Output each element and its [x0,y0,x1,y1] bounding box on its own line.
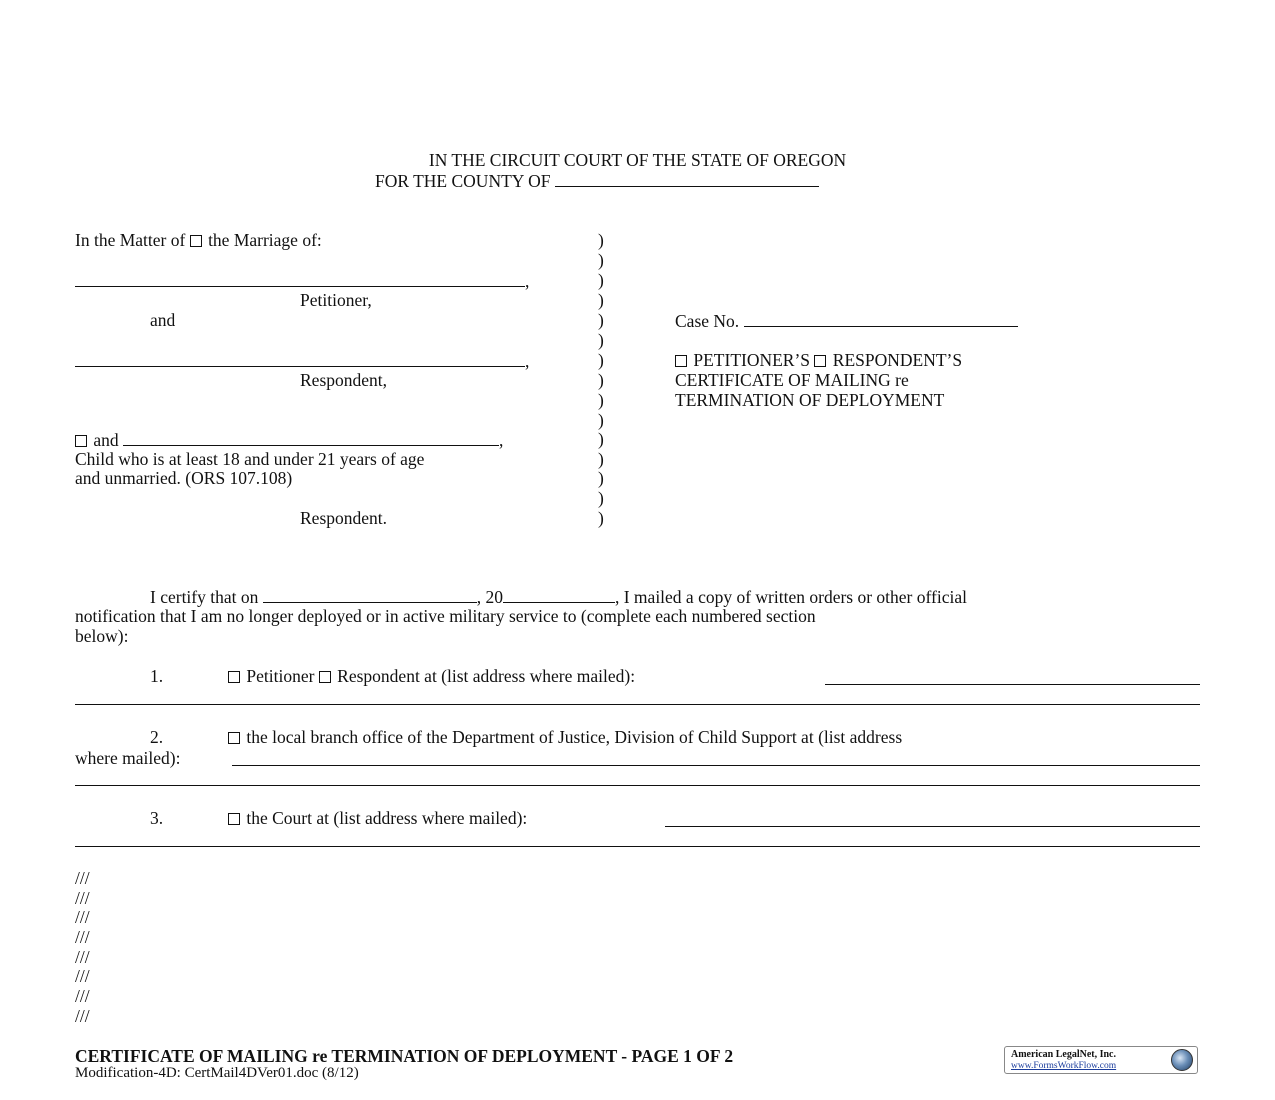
caption-paren: ) [598,449,604,469]
caption-paren: ) [598,370,604,390]
item-1-address-field-2[interactable] [75,704,1200,705]
continuation-mark: /// [75,986,90,1006]
certify-rest: , I mailed a copy of written orders or other official [614,587,967,607]
item-1-respondent-label: Respondent at (list address where mailed): [337,666,636,686]
item-2-cont-label: where mailed): [75,748,181,768]
americanlegalnet-logo[interactable] [1004,1046,1198,1074]
and-label: and [150,310,176,330]
caption-paren: ) [598,270,604,290]
item-2-address-field-2[interactable] [75,785,1200,786]
child-line [75,429,503,450]
caption-paren: ) [598,250,604,270]
caption-paren: ) [598,508,604,528]
certify-line3: below): [75,626,129,646]
item-1-respondent-checkbox[interactable] [319,671,331,683]
certify-line2: notification that I am no longer deployed or in active military service to (complete each numbered section [75,606,816,626]
caption-paren: ) [598,429,604,449]
certify-year-prefix: , 20 [476,587,503,607]
caption-paren: ) [598,290,604,310]
petitioner-name-line [75,270,529,291]
matter-prefix: In the Matter of [75,230,186,250]
item-2-address-field[interactable] [232,765,1200,766]
matter-suffix: the Marriage of: [208,230,322,250]
footer-form-id: Modification-4D: CertMail4DVer01.doc (8/12) [75,1065,359,1081]
marriage-checkbox[interactable] [190,235,202,247]
caption-paren: ) [598,468,604,488]
continuation-mark: /// [75,907,90,927]
item-3-line [228,808,527,828]
mailing-year-field[interactable] [503,586,615,603]
case-no-line [675,310,1018,331]
footer-title: CERTIFICATE OF MAILING re TERMINATION OF DEPLOYMENT - PAGE 1 OF 2 [75,1046,734,1066]
item-3-address-field-2[interactable] [75,846,1200,847]
county-line [375,170,819,191]
item-1-line [228,666,635,686]
county-field[interactable] [555,170,819,187]
continuation-mark: /// [75,927,90,947]
mailing-date-field[interactable] [263,586,477,603]
item-2-checkbox[interactable] [228,732,240,744]
continuation-mark: /// [75,947,90,967]
county-label: FOR THE COUNTY OF [375,171,551,191]
certify-prefix: I certify that on [150,587,259,607]
logo-company: American LegalNet, Inc. [1011,1049,1116,1060]
item-1-petitioner-label: Petitioner [246,666,315,686]
continuation-mark: /// [75,868,90,888]
petitioners-checkbox[interactable] [675,355,687,367]
logo-url[interactable]: www.FormsWorkFlow.com [1011,1061,1117,1071]
item-1-address-field[interactable] [825,684,1200,685]
respondents-label: RESPONDENT’S [832,350,963,370]
continuation-mark: /// [75,1006,90,1026]
caption-paren: ) [598,330,604,350]
caption-paren: ) [598,230,604,250]
matter-line [75,230,322,250]
item-2-line [228,727,902,747]
item-1-number: 1. [150,666,164,686]
respondent-name-field[interactable] [75,350,525,367]
item-3-label: the Court at (list address where mailed): [246,808,528,828]
continuation-mark: /// [75,966,90,986]
document-title-line1 [675,350,962,370]
document-title-line2: CERTIFICATE OF MAILING re [675,370,909,390]
petitioner-label: Petitioner, [300,290,372,310]
petitioners-label: PETITIONER’S [693,350,811,370]
respondent-label-final: Respondent. [300,508,388,528]
comma: , [525,271,530,291]
case-no-label: Case No. [675,311,740,331]
comma: , [499,430,504,450]
certify-line1 [150,586,967,607]
item-2-number: 2. [150,727,164,747]
child-and: and [93,430,119,450]
caption-paren: ) [598,350,604,370]
court-heading: IN THE CIRCUIT COURT OF THE STATE OF OREGON [428,150,847,170]
caption-paren: ) [598,310,604,330]
child-description-1: Child who is at least 18 and under 21 years of age [75,449,425,469]
document-title-line3: TERMINATION OF DEPLOYMENT [675,390,945,410]
comma: , [525,351,530,371]
caption-paren: ) [598,390,604,410]
child-checkbox[interactable] [75,435,87,447]
continuation-mark: /// [75,888,90,908]
respondents-checkbox[interactable] [814,355,826,367]
respondent-label: Respondent, [300,370,388,390]
respondent-name-line [75,350,529,371]
child-name-field[interactable] [123,429,499,446]
globe-icon [1171,1049,1193,1071]
item-3-checkbox[interactable] [228,813,240,825]
petitioner-name-field[interactable] [75,270,525,287]
item-3-address-field[interactable] [665,826,1200,827]
item-2-label: the local branch office of the Department of Justice, Division of Child Support at (list address [246,727,903,747]
caption-paren: ) [598,488,604,508]
case-no-field[interactable] [744,310,1018,327]
item-1-petitioner-checkbox[interactable] [228,671,240,683]
caption-paren: ) [598,410,604,430]
child-description-2: and unmarried. (ORS 107.108) [75,468,293,488]
item-3-number: 3. [150,808,164,828]
